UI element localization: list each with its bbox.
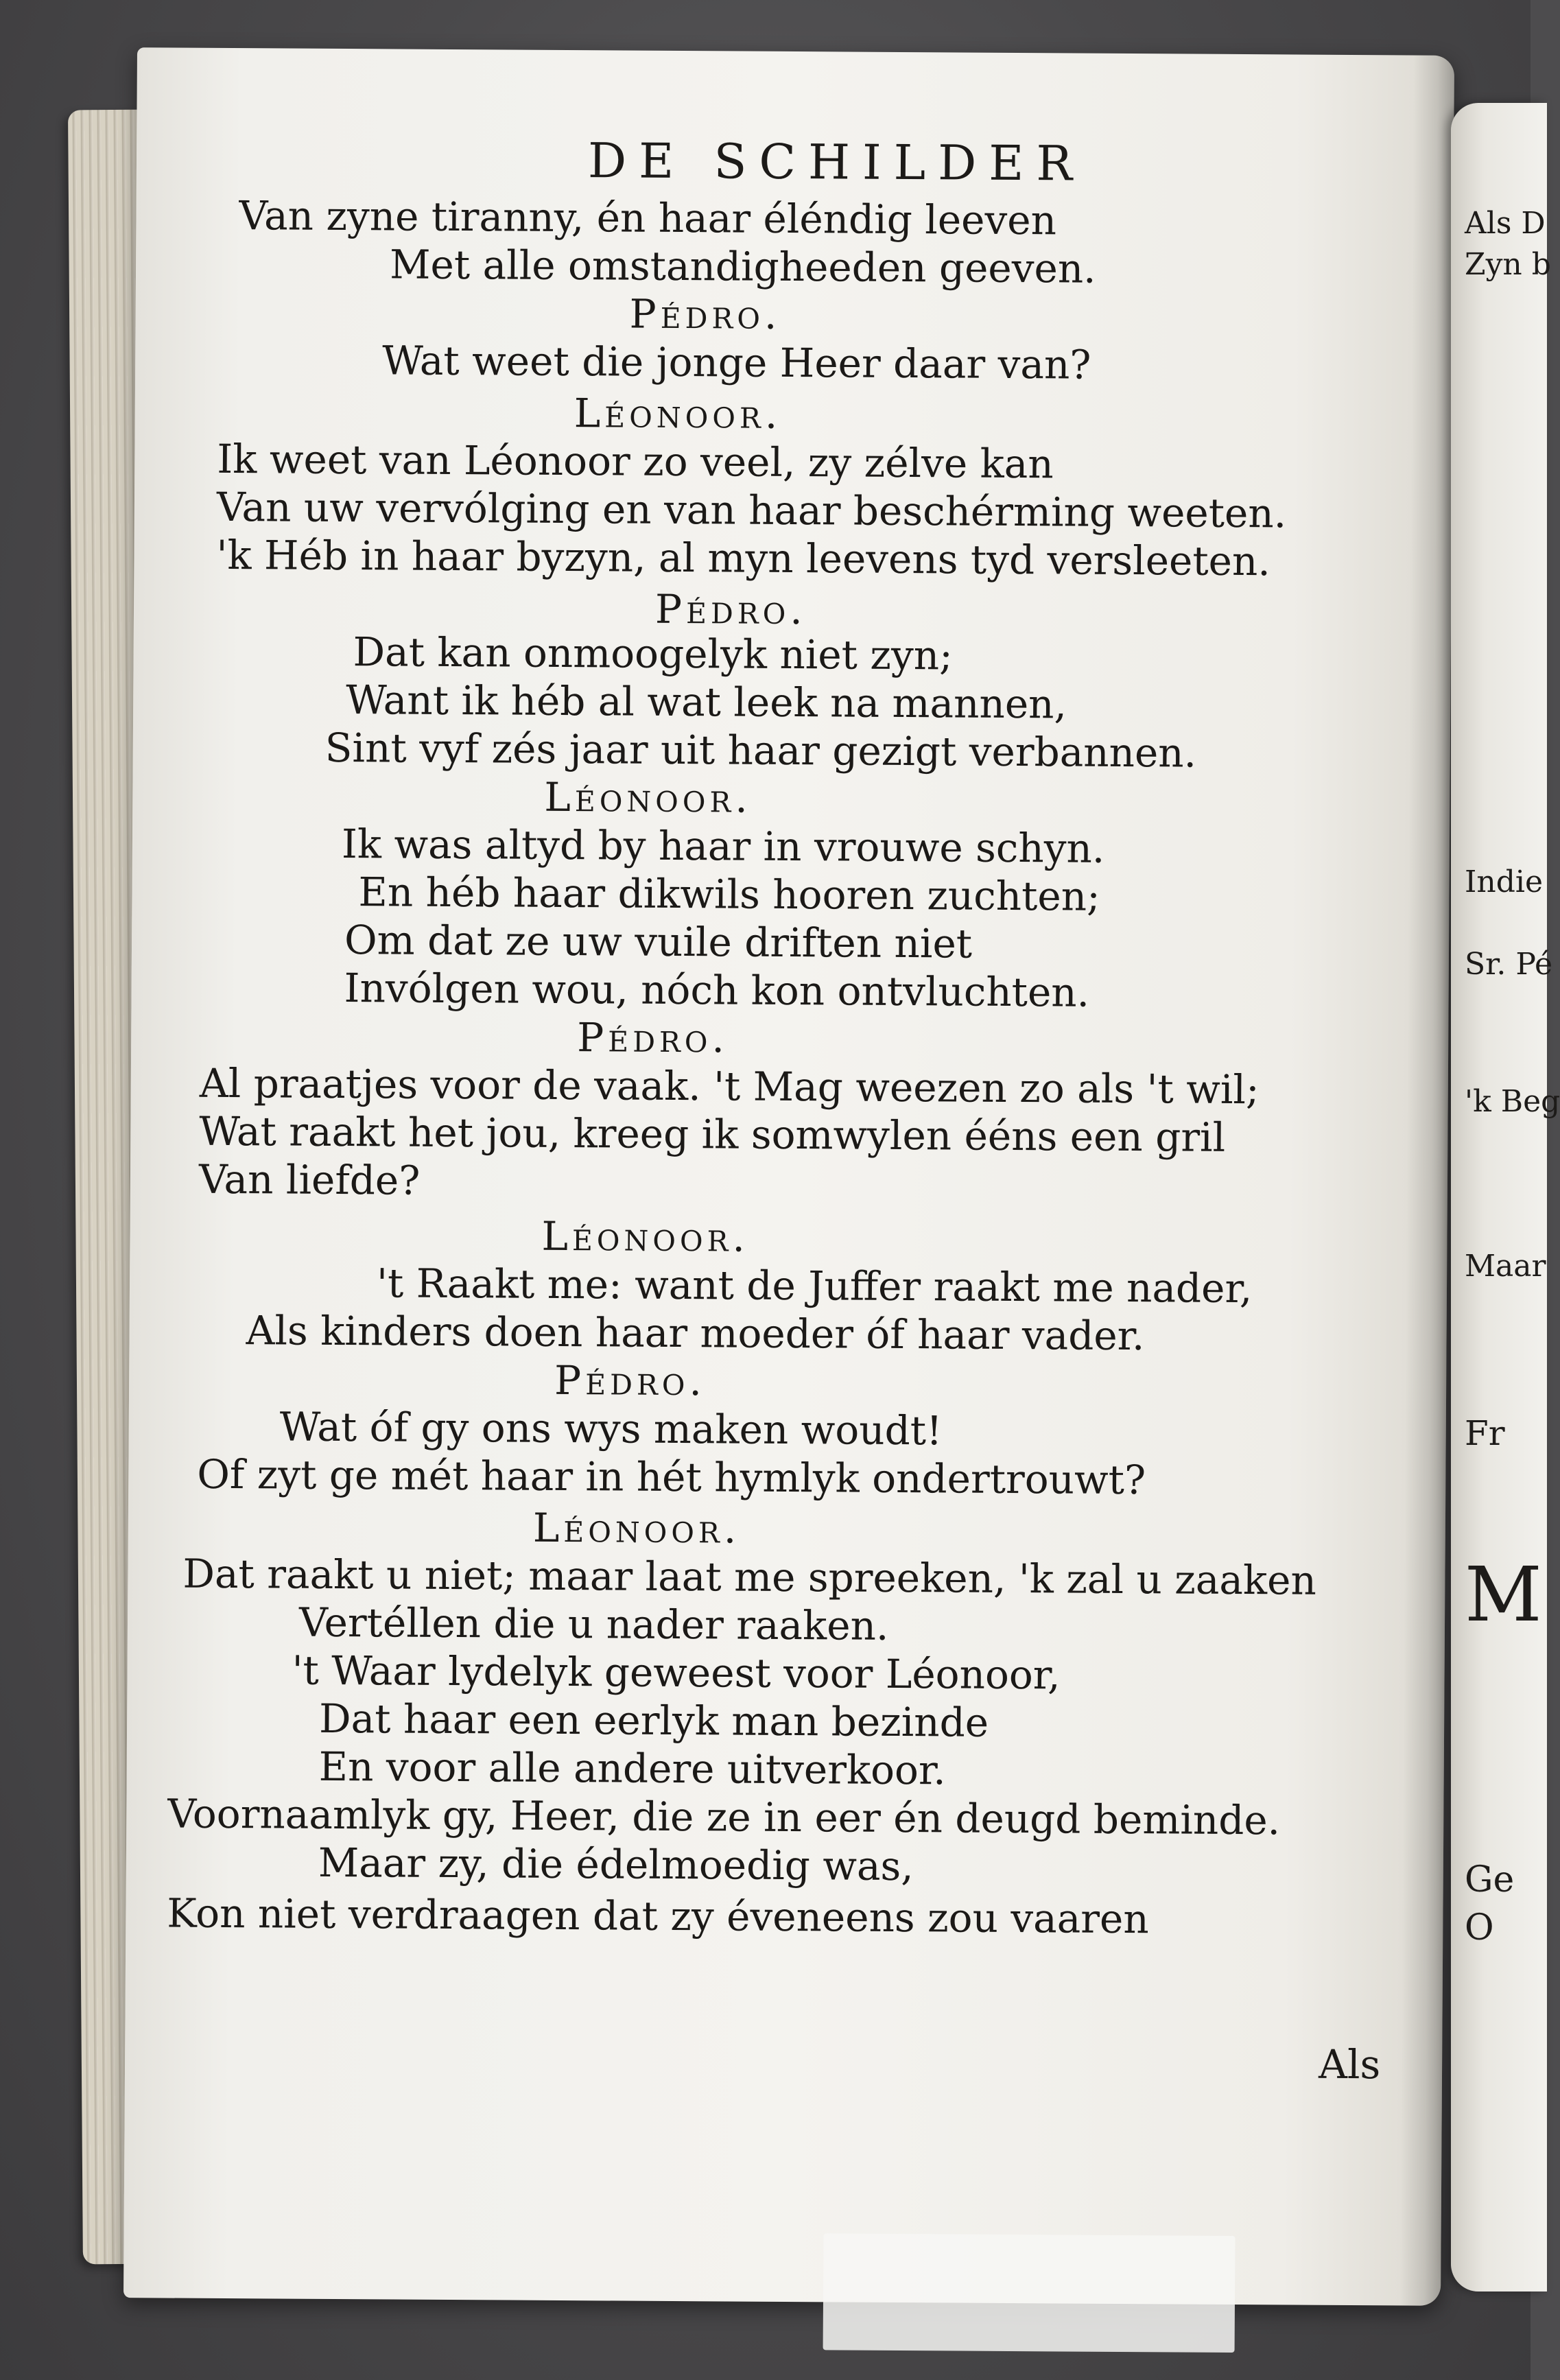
speaker-name: Pédro. [629,290,781,338]
verse-line: 'k Héb in haar byzyn, al myn leevens tyd versleeten. [216,531,1271,585]
verse-line: 't Raakt me: want de Juffer raakt me nader, [376,1260,1253,1312]
facing-page-fragment: Indie [1465,864,1543,899]
verse-line: Van liefde? [198,1155,421,1204]
speaker-name: Léonoor. [574,390,782,438]
verse-line: En voor alle andere uitverkoor. [318,1743,946,1794]
speaker-name: Léonoor. [544,773,753,822]
verse-line: Met alle omstandigheeden geeven. [389,241,1096,292]
verse-line: Vertéllen die u nader raaken. [298,1599,889,1649]
verse-line: Maar zy, die édelmoedig was, [318,1839,914,1890]
verse-line: Wat weet die jonge Heer daar van? [382,337,1091,388]
verse-line: Of zyt ge mét haar in hét hymlyk ondertrouwt? [197,1450,1146,1504]
verse-line: Sint vyf zés jaar uit haar gezigt verbannen. [324,724,1197,777]
verse-line: En héb haar dikwils hooren zuchten; [358,869,1100,920]
book-page [123,47,1454,2306]
verse-line: Van uw vervólging en van haar beschérming weeten. [216,483,1287,537]
verse-line: Wat raakt het jou, kreeg ik somwylen ééns een gril [199,1107,1226,1161]
verse-line: 't Waar lydelyk geweest voor Léonoor, [292,1647,1061,1699]
facing-page-fragment: Ge [1465,1859,1515,1900]
facing-page-fragment: 'k Beg [1465,1084,1560,1119]
running-header: DE SCHILDER [587,132,1085,192]
facing-page-fragment: Maar [1465,1249,1546,1284]
verse-line: Ik was altyd by haar in vrouwe schyn. [341,821,1105,872]
verse-line: Ik weet van Léonoor zo veel, zy zélve kan [217,435,1054,488]
verse-line: Dat kan onmoogelyk niet zyn; [353,628,953,679]
speaker-name: Pédro. [577,1014,729,1062]
paper-label-strip [823,2233,1236,2353]
verse-line: Al praatjes voor de vaak. 't Mag weezen zo als 't wil; [199,1059,1260,1114]
facing-page-fragment: O [1465,1907,1494,1948]
verse-line: Wat óf gy ons wys maken woudt! [279,1403,943,1454]
verse-line: Dat raakt u niet; maar laat me spreeken, 'k zal u zaaken [182,1550,1317,1604]
verse-line: Als kinders doen haar moeder óf haar vader. [246,1307,1145,1360]
facing-page-fragment: Als D [1465,206,1546,241]
verse-line: Om dat ze uw vuile driften niet [344,917,973,967]
verse-line: Kon niet verdraagen dat zy éveneens zou vaaren [167,1889,1149,1943]
speaker-name: Pédro. [654,585,807,634]
speaker-name: Pédro. [554,1356,707,1405]
verse-line: Invólgen wou, nóch kon ontvluchten. [344,965,1090,1016]
catchword: Als [1318,2040,1381,2088]
verse-line: Want ik héb al wat leek na mannen, [346,676,1067,728]
facing-page-fragment: Zyn b [1465,247,1551,282]
facing-page-fragment: M [1465,1551,1542,1638]
text-block [123,47,1454,2306]
facing-page-edge [1451,103,1560,2291]
speaker-name: Léonoor. [541,1212,750,1261]
verse-line: Dat haar een eerlyk man bezinde [318,1695,989,1746]
speaker-name: Léonoor. [532,1504,741,1553]
facing-page-fragment: Fr [1465,1413,1505,1453]
verse-line: Voornaamlyk gy, Heer, die ze in eer én deugd beminde. [167,1790,1281,1844]
verse-line: Van zyne tiranny, én haar éléndig leeven [239,192,1057,244]
facing-page-fragment: Sr. Pé [1465,947,1552,982]
